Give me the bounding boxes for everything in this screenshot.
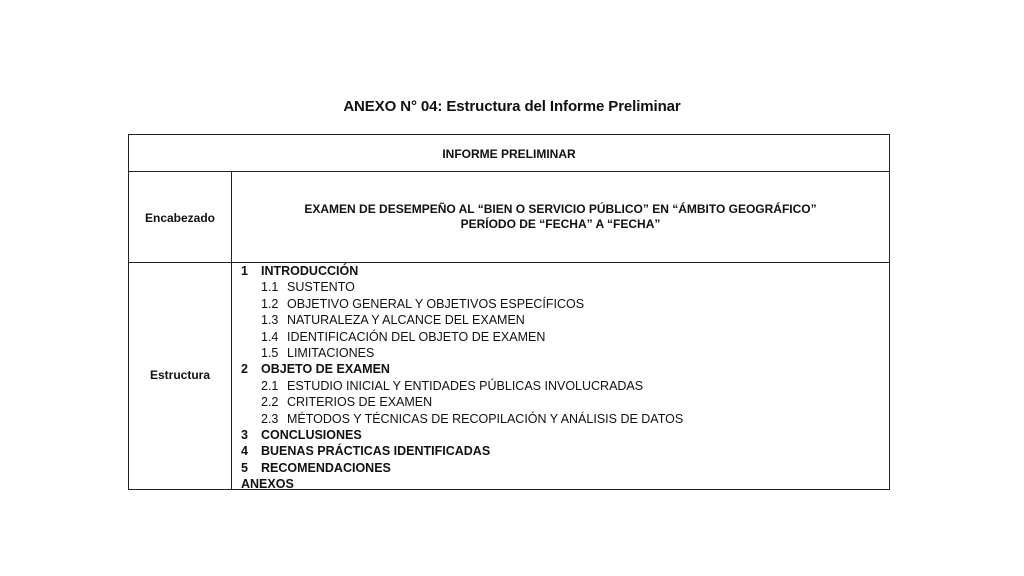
list-item <box>241 279 883 295</box>
estructura-label-cell <box>129 263 232 489</box>
item-text: OBJETO DE EXAMEN <box>261 362 390 377</box>
list-item <box>241 411 883 427</box>
item-text: SUSTENTO <box>287 280 355 295</box>
item-text: MÉTODOS Y TÉCNICAS DE RECOPILACIÓN Y ANÁLISIS DE DATOS <box>287 411 684 426</box>
item-number: 1.5 <box>261 346 279 361</box>
encabezado-label: Encabezado <box>144 211 216 225</box>
item-number: 1.3 <box>261 313 279 328</box>
encabezado-line-1: EXAMEN DE DESEMPEÑO AL “BIEN O SERVICIO PÚBLICO” EN “ÁMBITO GEOGRÁFICO” <box>304 202 817 216</box>
item-number: 2 <box>241 362 248 377</box>
estructura-row <box>129 263 889 492</box>
item-number: 1.4 <box>261 329 279 344</box>
list-item <box>241 263 883 279</box>
encabezado-content <box>232 202 889 232</box>
list-item <box>241 460 883 476</box>
item-text: ESTUDIO INICIAL Y ENTIDADES PÚBLICAS INVOLUCRADAS <box>287 378 644 393</box>
item-number: 1 <box>241 264 248 278</box>
list-item <box>241 443 883 459</box>
list-item <box>241 345 883 361</box>
item-number: 2.1 <box>261 378 279 393</box>
item-number: 5 <box>241 460 248 475</box>
list-item <box>241 378 883 394</box>
estructura-list <box>241 263 883 493</box>
document-title: ANEXO N° 04: Estructura del Informe Preliminar <box>343 98 681 115</box>
item-text: BUENAS PRÁCTICAS IDENTIFICADAS <box>261 444 491 459</box>
item-number: 1.2 <box>261 296 279 311</box>
item-text: IDENTIFICACIÓN DEL OBJETO DE EXAMEN <box>287 329 546 344</box>
item-text: CRITERIOS DE EXAMEN <box>287 395 433 410</box>
item-number: 4 <box>241 444 248 459</box>
table-header-row <box>129 135 889 172</box>
list-item <box>241 361 883 377</box>
list-item <box>241 329 883 345</box>
item-text: RECOMENDACIONES <box>261 460 391 475</box>
item-text: NATURALEZA Y ALCANCE DEL EXAMEN <box>287 313 525 328</box>
list-item <box>241 312 883 328</box>
table-header: INFORME PRELIMINAR <box>442 147 576 161</box>
list-item <box>241 296 883 312</box>
item-text: CONCLUSIONES <box>261 428 362 443</box>
list-item <box>241 394 883 410</box>
item-text: ANEXOS <box>241 477 294 492</box>
encabezado-line-2: PERÍODO DE “FECHA” A “FECHA” <box>460 217 661 231</box>
item-number: 3 <box>241 428 248 443</box>
item-number: 1.1 <box>261 280 279 295</box>
encabezado-row <box>129 172 889 263</box>
item-number: 2.3 <box>261 411 279 426</box>
item-number: 2.2 <box>261 395 279 410</box>
list-item <box>241 476 883 492</box>
item-text: INTRODUCCIÓN <box>261 264 359 278</box>
item-text: LIMITACIONES <box>287 346 375 361</box>
estructura-label: Estructura <box>149 368 211 382</box>
list-item <box>241 427 883 443</box>
encabezado-label-cell <box>129 172 232 262</box>
structure-table <box>128 134 890 490</box>
item-text: OBJETIVO GENERAL Y OBJETIVOS ESPECÍFICOS <box>287 296 585 311</box>
